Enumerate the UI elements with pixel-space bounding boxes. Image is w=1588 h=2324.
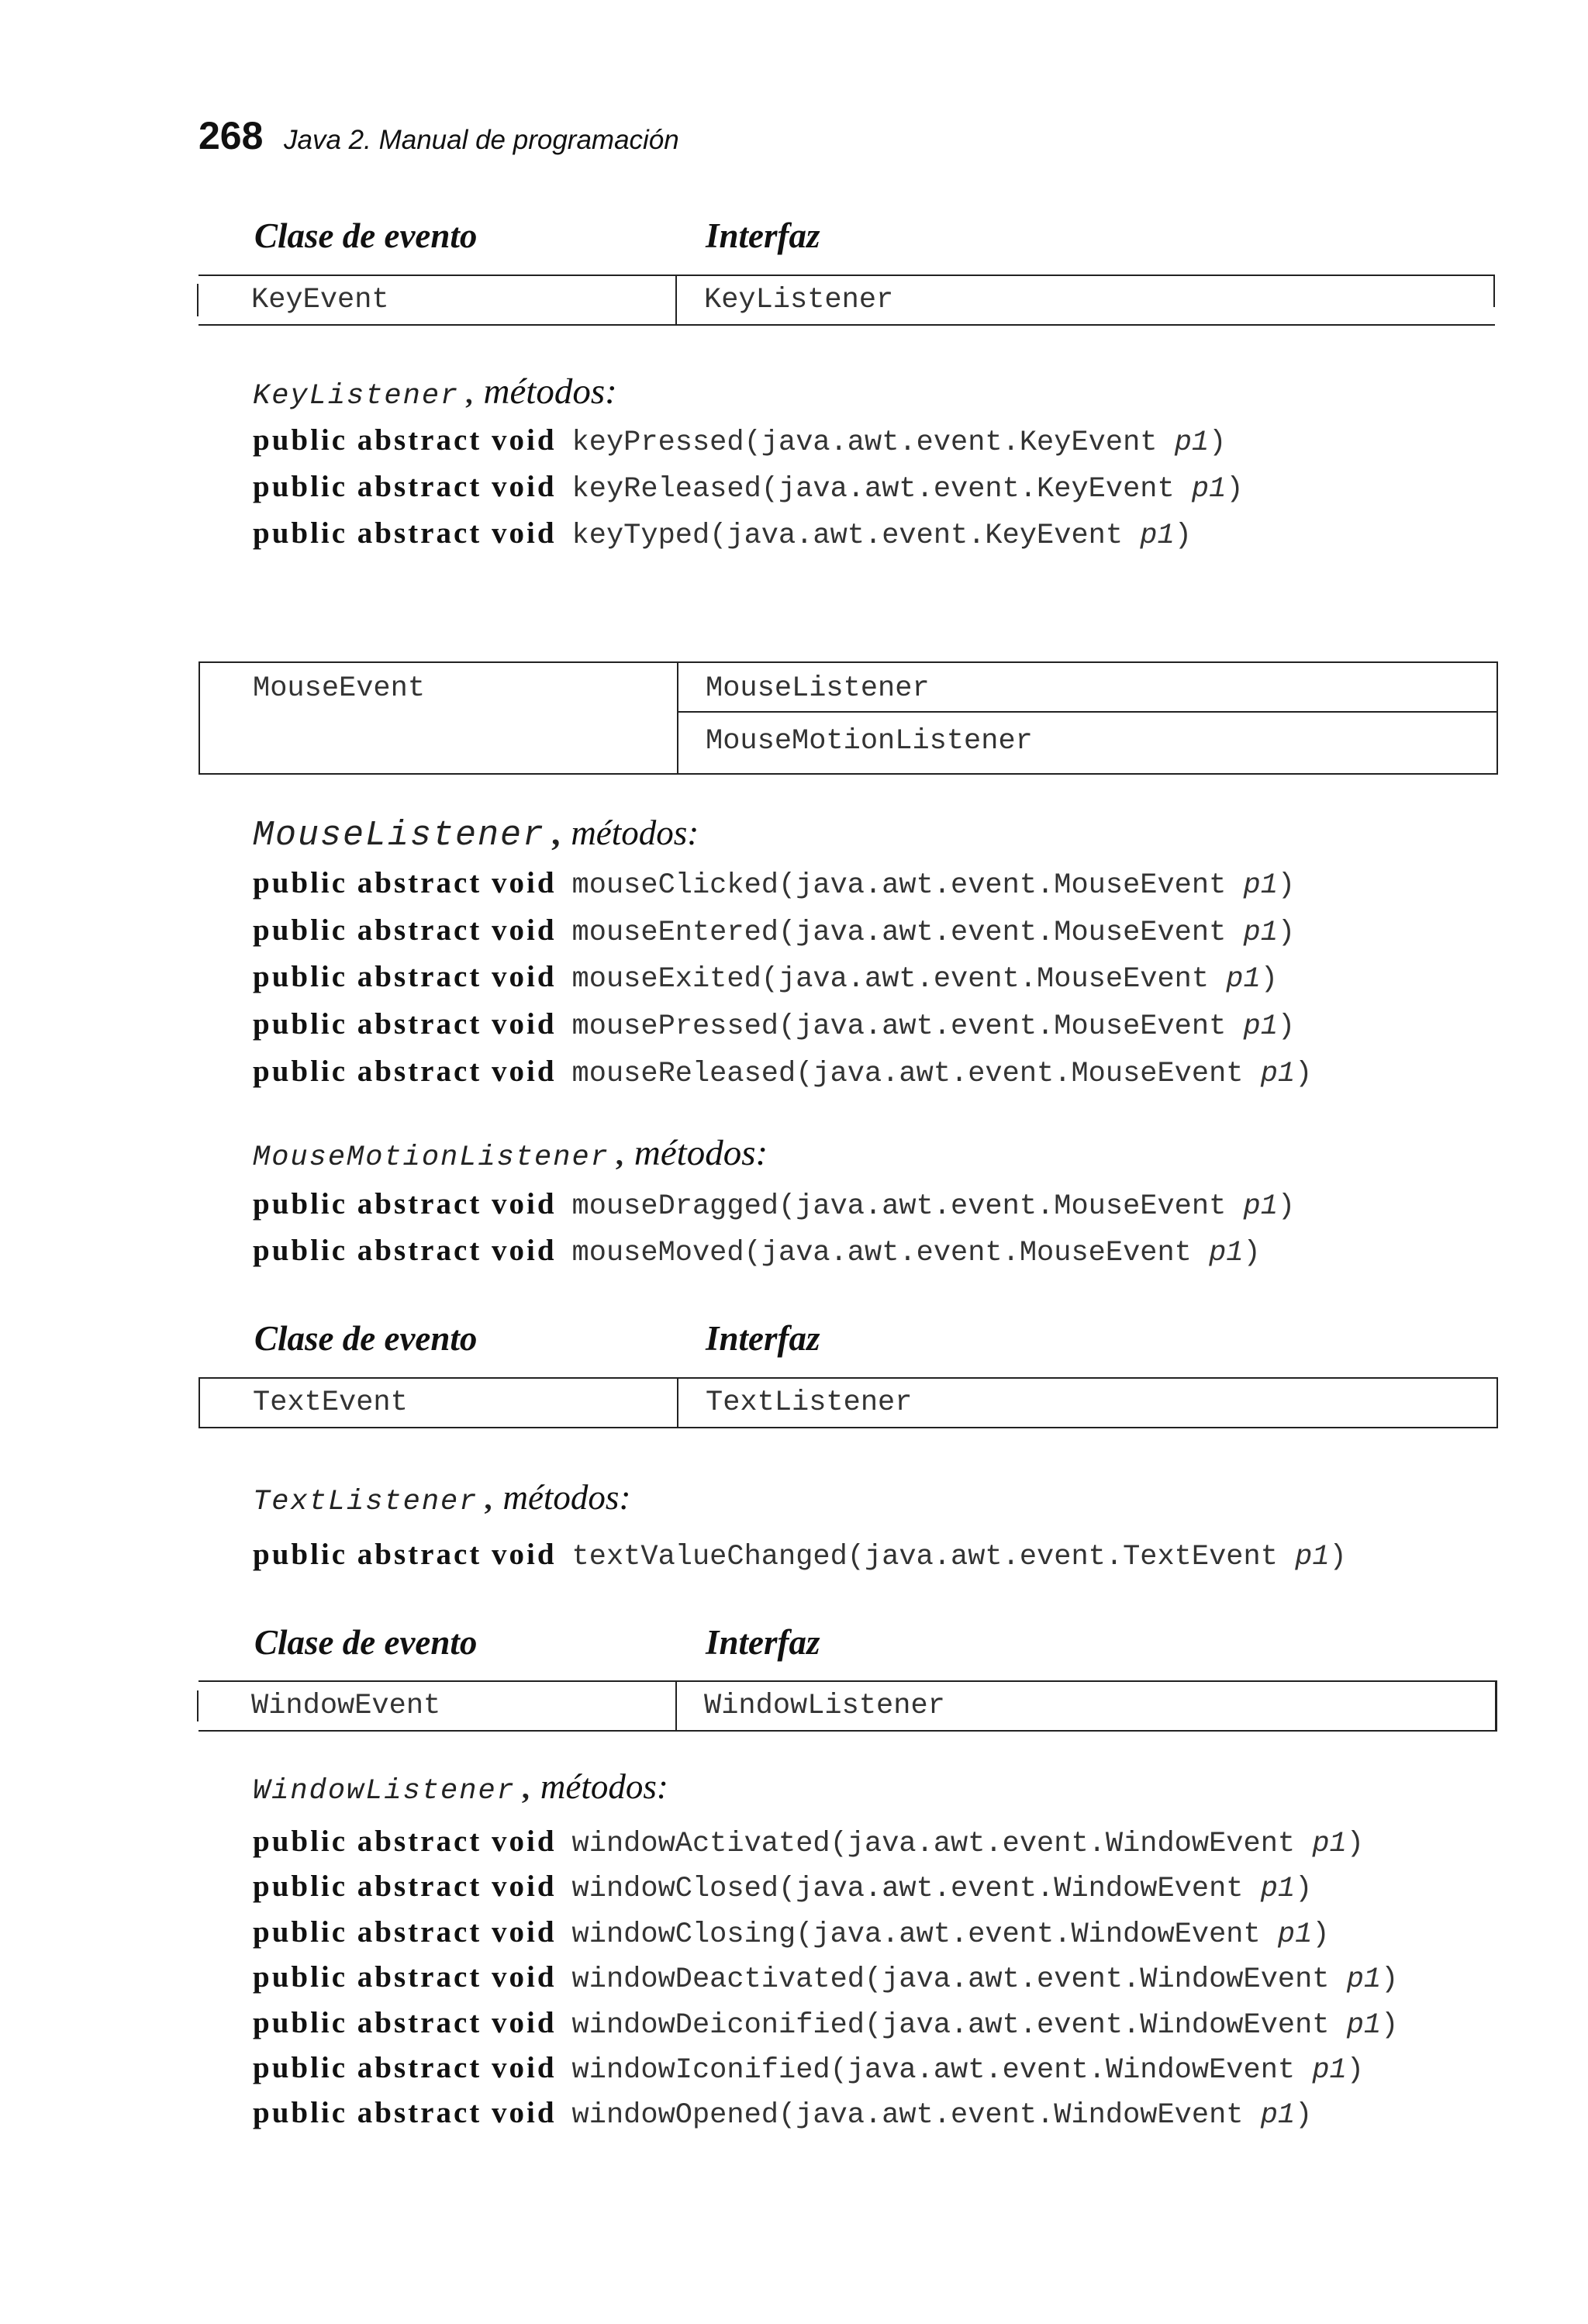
table-cell-event: KeyEvent — [251, 284, 389, 316]
method-line: public abstract void windowIconified(java.awt.event.WindowEvent p1) — [253, 2051, 1364, 2087]
method-line: public abstract void windowClosing(java.awt.event.WindowEvent p1) — [253, 1915, 1330, 1951]
column-header-event-class: Clase de evento — [254, 216, 478, 255]
mouse-event-table — [198, 661, 1498, 775]
running-title: Java 2. Manual de programación — [284, 125, 679, 155]
key-event-table — [198, 275, 1495, 326]
page-number: 268 — [198, 114, 264, 157]
table-edge-mark — [1493, 276, 1495, 307]
methods-heading-mousemotionlistener: MouseMotionListener , métodos: — [253, 1133, 768, 1174]
text-event-table — [198, 1377, 1498, 1428]
methods-heading-windowlistener: WindowListener , métodos: — [253, 1767, 668, 1808]
method-line: public abstract void keyPressed(java.awt.event.KeyEvent p1) — [253, 423, 1227, 459]
method-line: public abstract void mouseReleased(java.awt.event.MouseEvent p1) — [253, 1055, 1313, 1090]
method-line: public abstract void mouseMoved(java.awt.event.MouseEvent p1) — [253, 1234, 1261, 1269]
method-line: public abstract void windowDeactivated(java.awt.event.WindowEvent p1) — [253, 1960, 1399, 1996]
column-header-interface: Interfaz — [706, 216, 820, 255]
method-line: public abstract void windowOpened(java.awt.event.WindowEvent p1) — [253, 2096, 1313, 2132]
table-cell-event: WindowEvent — [251, 1690, 441, 1722]
method-line: public abstract void mouseEntered(java.awt.event.MouseEvent p1) — [253, 913, 1296, 949]
method-line: public abstract void windowClosed(java.awt.event.WindowEvent p1) — [253, 1870, 1313, 1905]
methods-heading-textlistener: TextListener , métodos: — [253, 1478, 631, 1518]
methods-heading-keylistener: KeyListener , métodos: — [253, 371, 617, 413]
window-event-table — [198, 1680, 1497, 1732]
method-line: public abstract void keyTyped(java.awt.event.KeyEvent p1) — [253, 516, 1192, 552]
table-cell-listener: MouseMotionListener — [706, 725, 1033, 758]
column-header-interface: Interfaz — [706, 1319, 820, 1358]
table-cell-event: MouseEvent — [253, 672, 426, 705]
table-cell-listener: KeyListener — [704, 284, 894, 316]
column-header-interface: Interfaz — [706, 1623, 820, 1662]
method-line: public abstract void keyReleased(java.awt.event.KeyEvent p1) — [253, 470, 1244, 506]
table-cell-event: TextEvent — [253, 1386, 408, 1419]
table-cell-listener: WindowListener — [704, 1690, 945, 1722]
column-header-event-class: Clase de evento — [254, 1623, 478, 1662]
method-line: public abstract void windowDeiconified(java.awt.event.WindowEvent p1) — [253, 2006, 1399, 2042]
table-cell-listener: TextListener — [706, 1386, 913, 1419]
method-line: public abstract void textValueChanged(java.awt.event.TextEvent p1) — [253, 1538, 1347, 1573]
methods-heading-mouselistener: MouseListener , métodos: — [253, 813, 699, 855]
method-line: public abstract void mousePressed(java.awt.event.MouseEvent p1) — [253, 1007, 1296, 1043]
method-line: public abstract void windowActivated(java.awt.event.WindowEvent p1) — [253, 1825, 1364, 1860]
column-header-event-class: Clase de evento — [254, 1319, 478, 1358]
table-edge-mark — [197, 1690, 198, 1721]
table-edge-mark — [197, 284, 198, 316]
method-line: public abstract void mouseClicked(java.awt.event.MouseEvent p1) — [253, 866, 1296, 902]
method-line: public abstract void mouseDragged(java.awt.event.MouseEvent p1) — [253, 1187, 1296, 1223]
method-line: public abstract void mouseExited(java.awt.event.MouseEvent p1) — [253, 960, 1278, 996]
table-cell-listener: MouseListener — [706, 672, 930, 705]
